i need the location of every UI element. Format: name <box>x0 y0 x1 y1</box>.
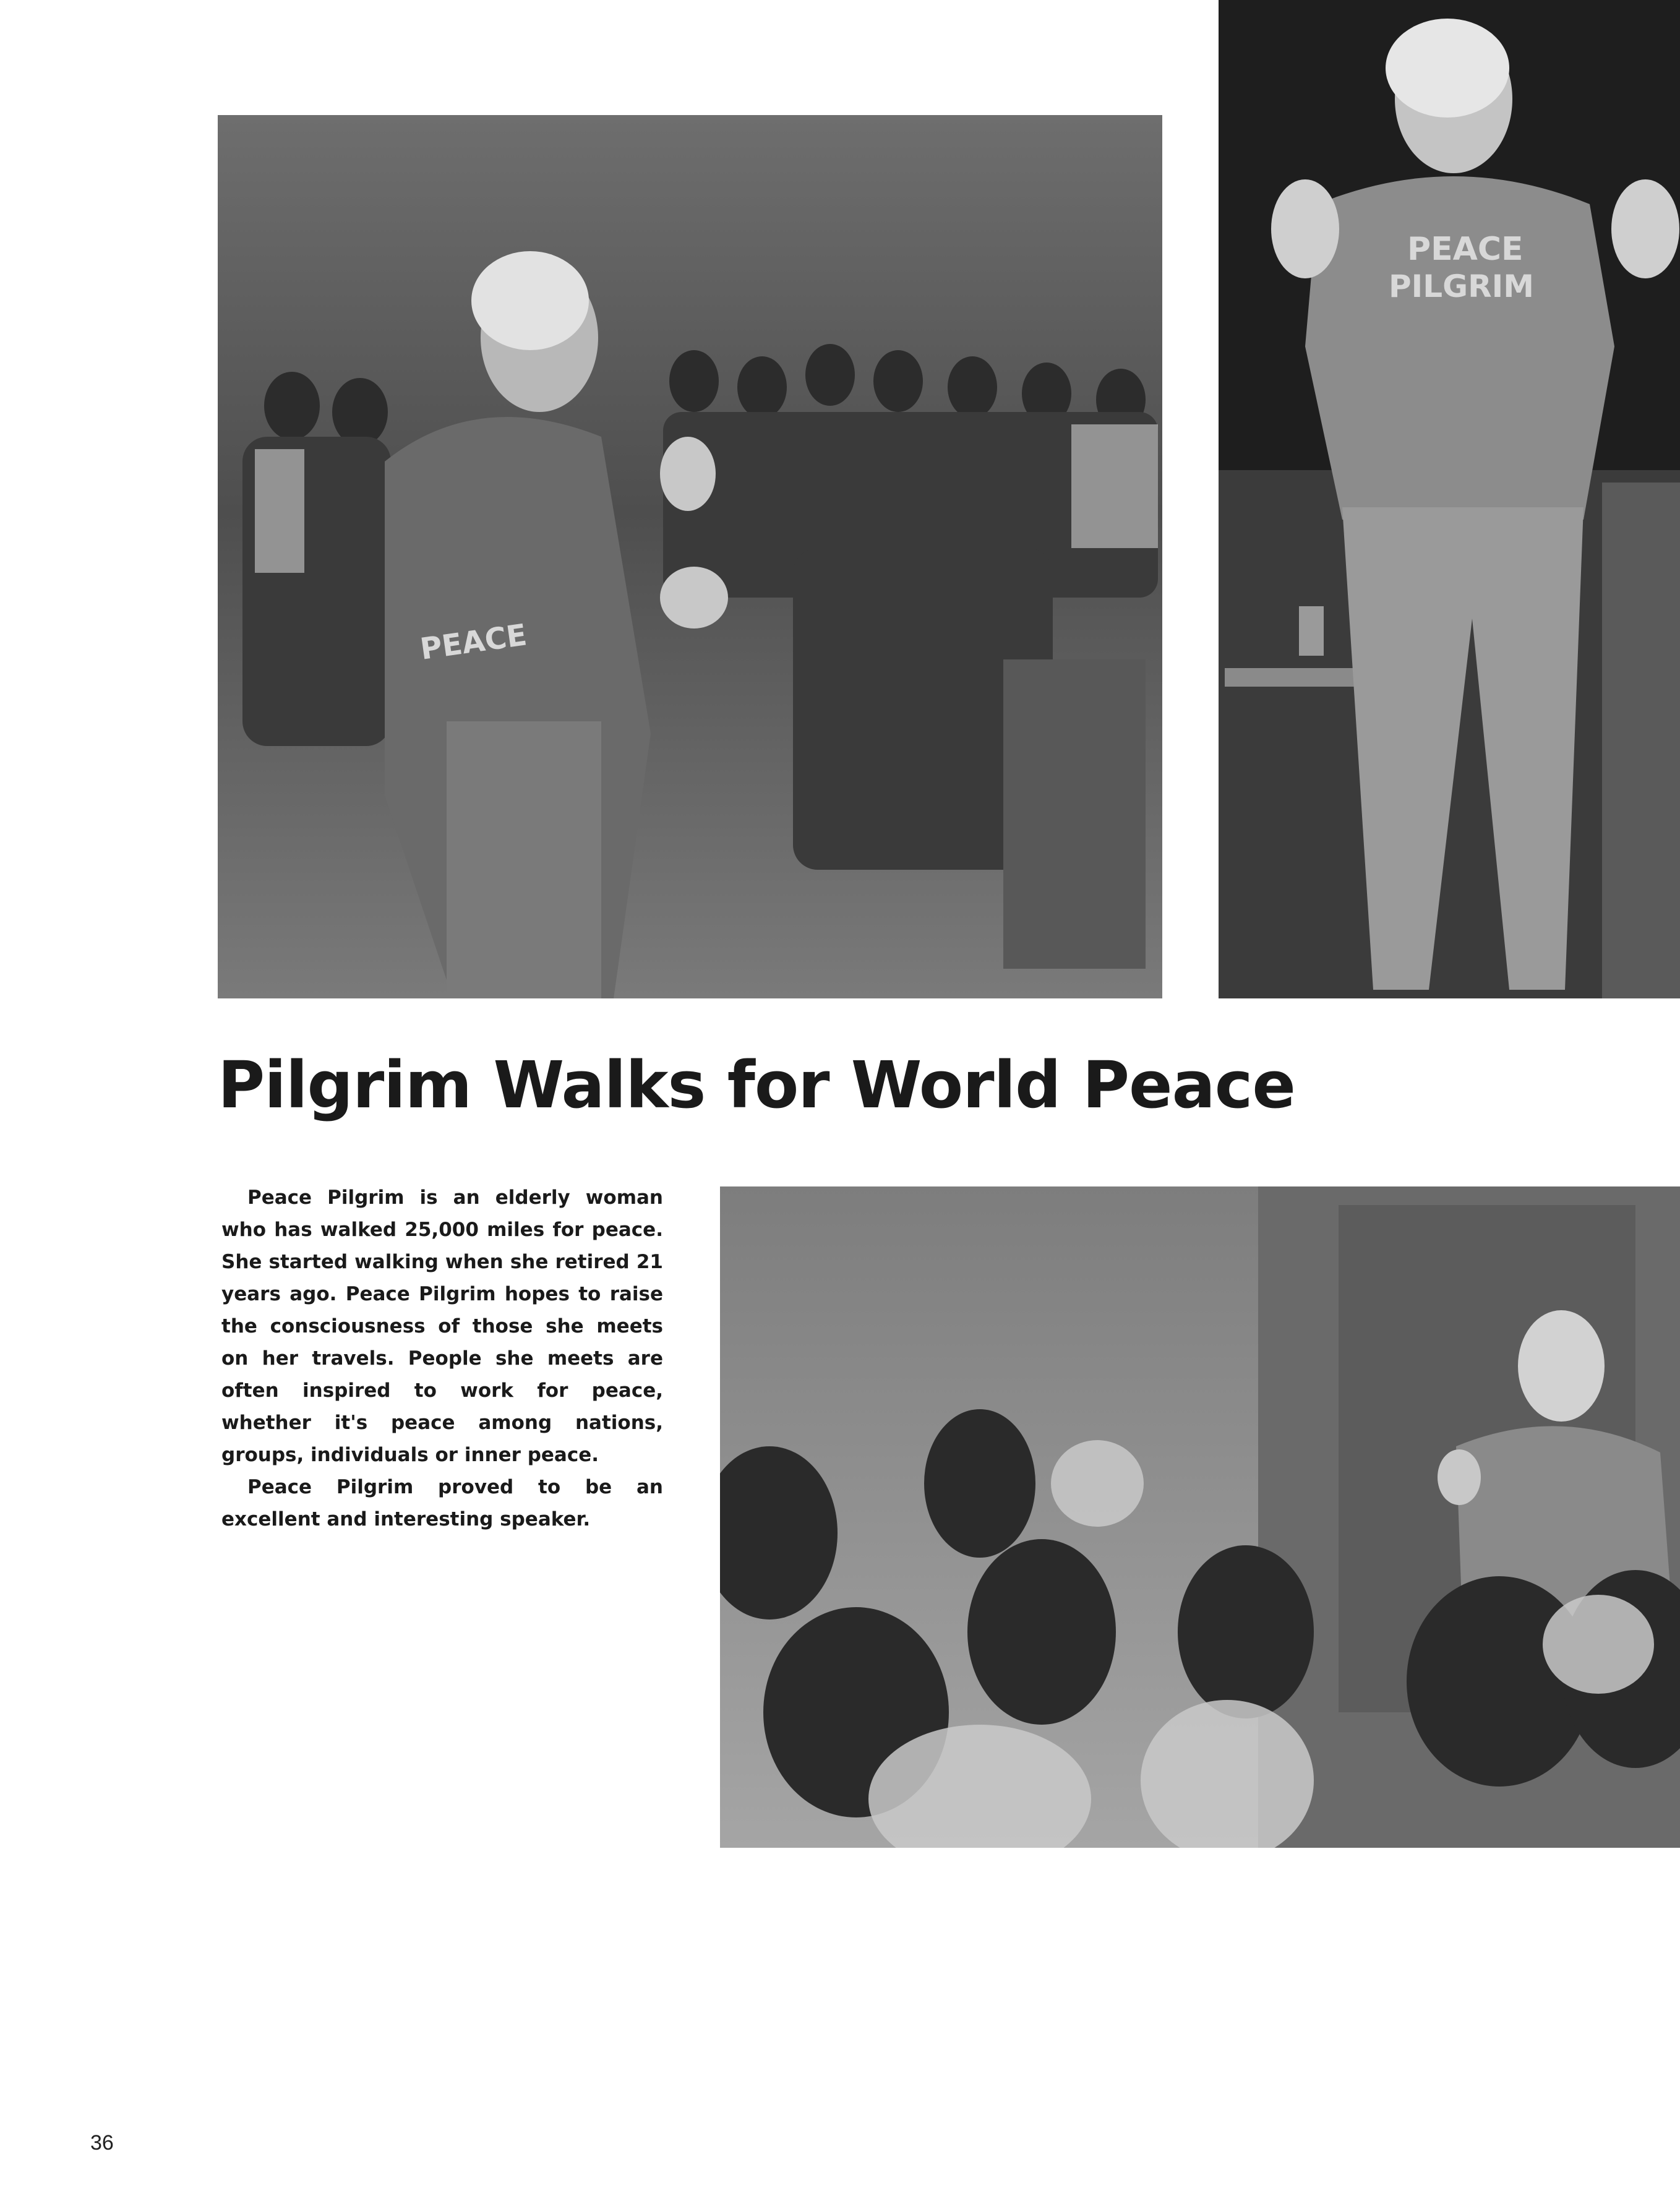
svg-text:PEACE: PEACE <box>418 617 529 667</box>
photo-speaker-with-audience-image <box>218 115 1162 998</box>
article-paragraph-1: Peace Pilgrim is an elderly woman who has walked 25,000 miles for peace. She started walking when she retired 21 years ago. Peace Pilgrim hopes to raise the consciousness of those she meets on her travels. People she meets are often inspired to work for peace, whether it's peace among nations, groups, individuals or inner peace. <box>221 1186 663 1466</box>
article-paragraph-2: Peace Pilgrim proved to be an excellent and interesting speaker. <box>221 1476 663 1530</box>
photo-speaker-standing-image <box>1219 0 1680 998</box>
article-headline: Pilgrim Walks for World Peace <box>218 1047 1295 1123</box>
photo-speaker-before-crowd <box>720 1186 1680 1848</box>
shirt-text-line1: PEACE <box>1407 231 1524 268</box>
photo-speaker-with-audience <box>218 115 1162 998</box>
shirt-text-line2: PILGRIM <box>1389 268 1535 304</box>
page-number: 36 <box>90 2131 114 2155</box>
photo-speaker-before-crowd-image <box>720 1186 1680 1848</box>
article-body <box>221 1182 663 1535</box>
photo-speaker-standing <box>1219 0 1680 998</box>
